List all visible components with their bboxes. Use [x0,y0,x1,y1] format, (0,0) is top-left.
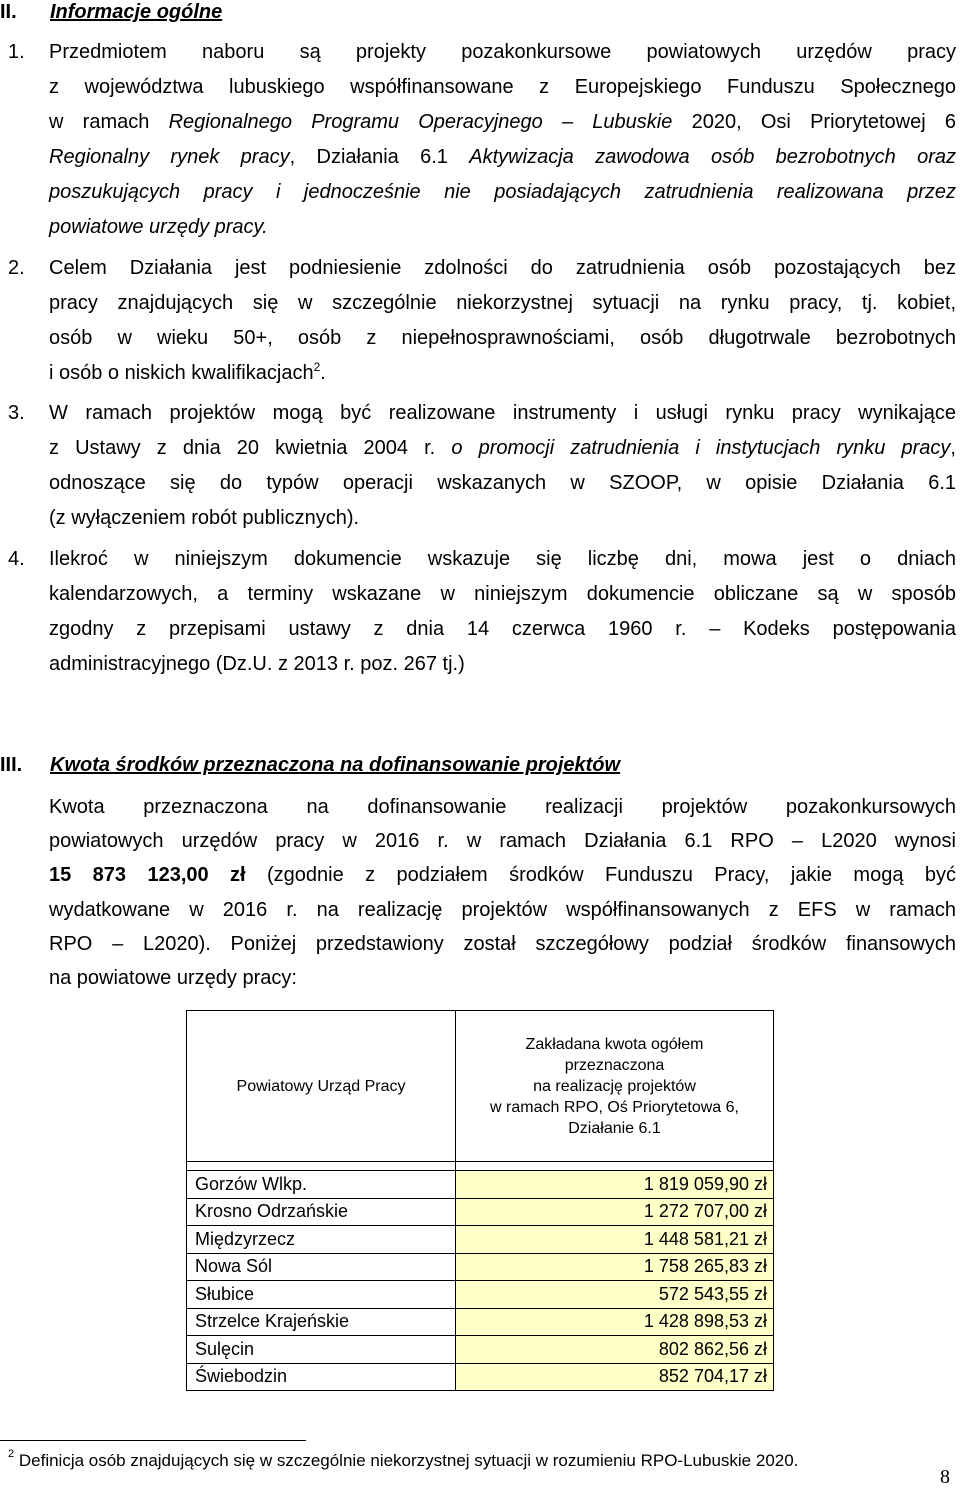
office-amount: 1 819 059,90 zł [456,1171,774,1199]
item-4-line-1: Ilekroć w niniejszym dokumencie wskazuje się liczbę dni, mowa jest o dniach [49,548,956,570]
section-3-line-2: powiatowych urzędów pracy w 2016 r. w ramach Działania 6.1 RPO – L2020 wynosi [49,830,956,852]
office-name: Słubice [187,1281,456,1309]
table-row [187,1308,774,1336]
section-3-title: Kwota środków przeznaczona na dofinansowanie projektów [50,754,621,776]
section-3-number: III. [0,754,23,776]
office-amount: 852 704,17 zł [456,1363,774,1391]
priority-axis-name: Regionalny rynek pracy [49,146,290,168]
section-3-line-3 [49,863,956,887]
text-run: z Ustawy z dnia 20 kwietnia 2004 r. [49,437,452,459]
item-1-number: 1. [8,41,25,63]
header-amount-line: na realizację projektów [533,1077,696,1095]
section-3-line-4: wydatkowane w 2016 r. na realizację projektów współfinansowanych z EFS w ramach [49,899,956,921]
item-1-line-1: Przedmiotem naboru są projekty pozakonkursowe powiatowych urzędów pracy [49,41,956,63]
item-4-line-4: administracyjnego (Dz.U. z 2013 r. poz. 267 tj.) [49,653,465,675]
section-3-line-6: na powiatowe urzędy pracy: [49,967,297,989]
table-gap-row [187,1162,774,1171]
text-run: i osób o niskich kwalifikacjach [49,362,314,384]
office-amount: 572 543,55 zł [456,1281,774,1309]
footnote [8,1448,799,1471]
text-run: . [320,362,326,384]
table-row [187,1336,774,1364]
item-1-line-2: z województwa lubuskiego współfinansowane z Europejskiego Funduszu Społecznego [49,76,956,98]
header-office [187,1011,456,1162]
section-2-number: II. [0,1,17,23]
office-amount: 1 428 898,53 zł [456,1308,774,1336]
header-amount-line: Zakładana kwota ogółem [525,1035,704,1053]
office-name: Strzelce Krajeńskie [187,1308,456,1336]
office-amount: 1 272 707,00 zł [456,1198,774,1226]
item-2-line-4 [49,361,326,385]
text-run: (zgodnie z podziałem środków Funduszu Pracy, jakie mogą być [245,864,956,886]
section-2-heading [0,0,223,24]
header-amount-line: przeznaczona [564,1056,665,1074]
item-2-number: 2. [8,257,25,279]
header-amount-line: Działanie 6.1 [568,1119,661,1137]
gap-cell [187,1162,456,1171]
text-run: w ramach [49,111,169,133]
item-4-line-3: zgodny z przepisami ustawy z dnia 14 czerwca 1960 r. – Kodeks postępowania [49,618,956,640]
header-amount-line: w ramach RPO, Oś Priorytetowa 6, [490,1098,739,1116]
text-run: , Działania 6.1 [289,146,470,168]
header-amount [456,1011,774,1162]
item-3-number: 3. [8,402,25,424]
table-row [187,1363,774,1391]
item-2-line-2: pracy znajdujących się w szczególnie niekorzystnej sytuacji na rynku pracy, tj. kobiet, [49,292,956,314]
item-4-number: 4. [8,548,25,570]
office-name: Nowa Sól [187,1253,456,1281]
table-header-row [187,1011,774,1162]
table-row [187,1226,774,1254]
text-run: , [950,437,956,459]
item-3-line-2 [49,436,956,460]
item-2-line-1: Celem Działania jest podniesienie zdolności do zatrudnienia osób pozostających bez [49,257,956,279]
action-name: Aktywizacja zawodowa osób bezrobotnych oraz [469,146,957,168]
table-row [187,1253,774,1281]
gap-cell [456,1162,774,1171]
office-amount: 1 448 581,21 zł [456,1226,774,1254]
item-3-line-3: odnoszące się do typów operacji wskazanych w SZOOP, w opisie Działania 6.1 [49,472,956,494]
office-amount: 1 758 265,83 zł [456,1253,774,1281]
header-office-label: Powiatowy Urząd Pracy [236,1077,406,1095]
table-row [187,1171,774,1199]
footnote-mark: 2 [8,1448,15,1460]
item-1-line-6: powiatowe urzędy pracy. [49,216,268,238]
item-3-line-1: W ramach projektów mogą być realizowane instrumenty i usługi rynku pracy wynikające [49,402,956,424]
section-3-line-5: RPO – L2020). Poniżej przedstawiony został szczegółowy podział środków finansowych [49,933,956,955]
office-name: Sulęcin [187,1336,456,1364]
table-row [187,1198,774,1226]
section-2-title: Informacje ogólne [50,1,223,23]
footnote-ref[interactable]: 2 [313,360,321,374]
footnote-text: Definicja osób znajdujących się w szczególnie niekorzystnej sytuacji w rozumieniu RPO-Lubuskie 2020. [18,1451,799,1470]
item-2-line-3: osób w wieku 50+, osób z niepełnosprawnościami, osób długotrwale bezrobotnych [49,327,956,349]
section-3-line-1: Kwota przeznaczona na dofinansowanie realizacji projektów pozakonkursowych [49,796,956,818]
item-1-line-3 [49,110,956,134]
office-amount: 802 862,56 zł [456,1336,774,1364]
program-name: Regionalnego Programu Operacyjnego – Lubuskie [168,111,673,133]
office-name: Świebodzin [187,1363,456,1391]
office-name: Międzyrzecz [187,1226,456,1254]
section-3-heading [0,753,621,777]
item-4-line-2: kalendarzowych, a terminy wskazane w niniejszym dokumencie obliczane są w sposób [49,583,956,605]
act-title: o promocji zatrudnienia i instytucjach rynku pracy [451,437,951,459]
text-run: 2020, Osi Priorytetowej 6 [672,111,956,133]
total-amount: 15 873 123,00 zł [49,864,246,886]
table-row [187,1281,774,1309]
item-3-line-4: (z wyłączeniem robót publicznych). [49,507,360,529]
allocation-table [186,1010,774,1391]
item-1-line-5: poszukujących pracy i jednocześnie nie posiadających zatrudnienia realizowana przez [49,181,956,203]
office-name: Gorzów Wlkp. [187,1171,456,1199]
office-name: Krosno Odrzańskie [187,1198,456,1226]
item-1-line-4 [49,145,956,169]
footnote-separator [0,1440,306,1441]
page-number: 8 [940,1466,950,1488]
